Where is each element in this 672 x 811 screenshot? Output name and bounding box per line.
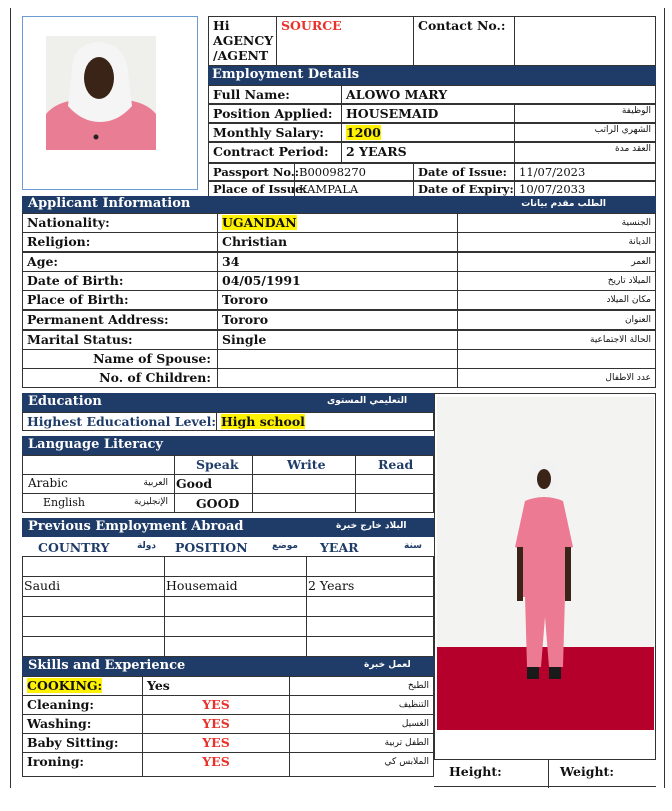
language-divider [22, 493, 434, 494]
skill-value [142, 714, 290, 734]
previous-col-position: POSITION [175, 540, 248, 555]
position-arabic: الوظيفة [514, 104, 656, 123]
applicant-value-text: Tororo [222, 312, 269, 327]
applicant-label: Permanent Address: [22, 310, 218, 330]
skills-title-arabic: لعمل خبرة [364, 660, 411, 670]
skill-value [142, 676, 290, 696]
applicant-arabic-label: الميلاد تاريخ [457, 271, 656, 291]
salary-label: Monthly Salary: [208, 123, 342, 142]
language-divider [355, 455, 356, 513]
previous-divider [22, 596, 434, 597]
applicant-value [217, 290, 458, 310]
language-english-ar: الإنجليزية [134, 497, 168, 507]
previous-divider [22, 616, 434, 617]
previous-col-year-ar: سنة [404, 541, 422, 551]
previous-divider [306, 556, 307, 657]
position-value: HOUSEMAID [341, 104, 515, 123]
employment-section-header [208, 66, 656, 85]
skill-value-text: YES [202, 716, 230, 731]
skill-value-text: YES [202, 735, 230, 750]
education-level-label: Highest Educational Level: [22, 412, 217, 431]
full-name-label: Full Name: [208, 85, 342, 104]
issue-place-value: KAMPALA [294, 181, 414, 197]
applicant-value-text: 04/05/1991 [222, 273, 301, 288]
position-label: Position Applied: [208, 104, 342, 123]
passport-value: B00098270 [294, 163, 414, 181]
skills-section-header [22, 657, 434, 676]
applicant-value [217, 252, 458, 272]
applicant-value-text: 34 [222, 254, 240, 269]
measure-bottom-line [434, 786, 656, 787]
previous-col-position-ar: موضع [271, 541, 298, 551]
applicant-arabic-label: عدد الاطفال [457, 368, 656, 388]
applicant-value [217, 310, 458, 330]
language-divider [252, 455, 253, 513]
skill-label [22, 733, 143, 753]
contract-arabic: العقد مدة [514, 142, 656, 163]
applicant-arabic-label: الديانة [457, 232, 656, 252]
skill-arabic-label: التنظيف [289, 695, 434, 715]
skill-label-text: COOKING: [27, 678, 103, 693]
language-arabic-speak: Good [176, 476, 213, 491]
language-col-write: Write [287, 457, 326, 472]
contact-label: Contact No.: [413, 16, 515, 66]
applicant-title-arabic: الطلب مقدم بيانات [521, 199, 606, 209]
height-label: Height: [449, 764, 502, 779]
expiry-value: 10/07/2033 [514, 181, 656, 197]
applicant-label: Religion: [22, 232, 218, 252]
full-name-value: ALOWO MARY [341, 85, 656, 104]
expiry-label: Date of Expiry: [413, 181, 515, 197]
skill-label [22, 714, 143, 734]
previous-col-year: YEAR [320, 540, 359, 555]
language-title: Language Literacy [28, 437, 163, 452]
applicant-label: No. of Children: [22, 368, 218, 388]
skill-value [142, 695, 290, 715]
employment-title: Employment Details [212, 67, 360, 82]
education-level-cell [216, 412, 434, 431]
skill-label [22, 676, 143, 696]
previous-year-value: 2 Years [308, 578, 355, 593]
education-level-value: High school [221, 414, 305, 429]
applicant-arabic-label: مكان الميلاد [457, 290, 656, 310]
previous-section-header [22, 518, 434, 537]
salary-cell [341, 123, 515, 142]
contact-value[interactable] [514, 16, 656, 66]
applicant-value-text: Single [222, 332, 267, 347]
language-english-speak: GOOD [196, 496, 240, 511]
applicant-arabic-label [457, 349, 656, 369]
issue-place-label: Place of Issue: [208, 181, 295, 197]
weight-label: Weight: [560, 764, 614, 779]
language-divider [174, 455, 175, 513]
skill-arabic-label: الطفل تربية [289, 733, 434, 753]
education-title-arabic: التعليمي المستوى [327, 396, 408, 406]
applicant-label: Date of Birth: [22, 271, 218, 291]
previous-col-country-ar: دولة [136, 541, 156, 551]
skill-arabic-label: الملابس كي [289, 752, 434, 777]
applicant-value-text: Tororo [222, 292, 269, 307]
language-col-read: Read [378, 457, 414, 472]
skills-title: Skills and Experience [28, 658, 186, 673]
applicant-value [217, 271, 458, 291]
skill-value [142, 733, 290, 753]
source-label: SOURCE [276, 16, 414, 66]
applicant-portrait-photo [46, 36, 156, 150]
education-title: Education [28, 394, 102, 409]
skill-value-text: YES [202, 697, 230, 712]
language-section-header [22, 436, 434, 455]
contract-value: 2 YEARS [341, 142, 515, 163]
applicant-arabic-label: الجنسية [457, 213, 656, 233]
previous-divider [22, 576, 434, 577]
passport-label: Passport No.: [208, 163, 295, 181]
applicant-label: Nationality: [22, 213, 218, 233]
applicant-title: Applicant Information [28, 196, 191, 211]
applicant-full-body-photo [437, 397, 654, 730]
skill-label-text: Ironing: [27, 754, 85, 769]
skill-label [22, 752, 143, 777]
applicant-arabic-label: العمر [457, 252, 656, 272]
applicant-value-text: UGANDAN [222, 215, 297, 230]
skill-arabic-label: الغسيل [289, 714, 434, 734]
language-col-speak: Speak [196, 457, 239, 472]
applicant-label: Marital Status: [22, 330, 218, 350]
language-arabic-label: Arabic [28, 476, 68, 490]
language-arabic-ar: العربية [143, 478, 168, 488]
applicant-value [217, 232, 458, 252]
salary-arabic: الشهري الراتب [514, 123, 656, 142]
measure-divider [548, 760, 549, 788]
skill-value-text: Yes [147, 678, 170, 693]
applicant-arabic-label: الحالة الاجتماعية [457, 330, 656, 350]
issue-date-label: Date of Issue: [413, 163, 515, 181]
applicant-label: Place of Birth: [22, 290, 218, 310]
issue-date-value: 11/07/2023 [514, 163, 656, 181]
page-left-border [10, 8, 11, 788]
applicant-label: Name of Spouse: [22, 349, 218, 369]
previous-position-value: Housemaid [166, 578, 238, 593]
salary-value: 1200 [346, 125, 381, 140]
previous-col-country: COUNTRY [38, 540, 110, 555]
language-divider [22, 474, 434, 475]
applicant-value [217, 330, 458, 350]
skill-label-text: Cleaning: [27, 697, 95, 712]
contract-label: Contract Period: [208, 142, 342, 163]
skill-value-text: YES [202, 754, 230, 769]
previous-country-value: Saudi [24, 578, 61, 593]
applicant-value-text: Christian [222, 234, 288, 249]
skill-value [142, 752, 290, 777]
applicant-arabic-label: العنوان [457, 310, 656, 330]
skill-label-text: Baby Sitting: [27, 735, 119, 750]
applicant-section-header [22, 196, 656, 213]
previous-title: Previous Employment Abroad [28, 519, 244, 534]
applicant-value [217, 213, 458, 233]
applicant-value [217, 368, 458, 388]
skill-arabic-label: الطبخ [289, 676, 434, 696]
previous-divider [164, 556, 165, 657]
applicant-label: Age: [22, 252, 218, 272]
page-right-border [664, 8, 665, 788]
skill-label [22, 695, 143, 715]
previous-title-arabic: البلاد خارج خبرة [336, 521, 407, 531]
applicant-value [217, 349, 458, 369]
education-section-header [22, 393, 434, 412]
previous-divider [22, 636, 434, 637]
previous-table [22, 556, 434, 657]
skill-label-text: Washing: [27, 716, 92, 731]
agency-label: Hi AGENCY /AGENT [208, 16, 277, 66]
language-english-label: English [43, 496, 85, 509]
